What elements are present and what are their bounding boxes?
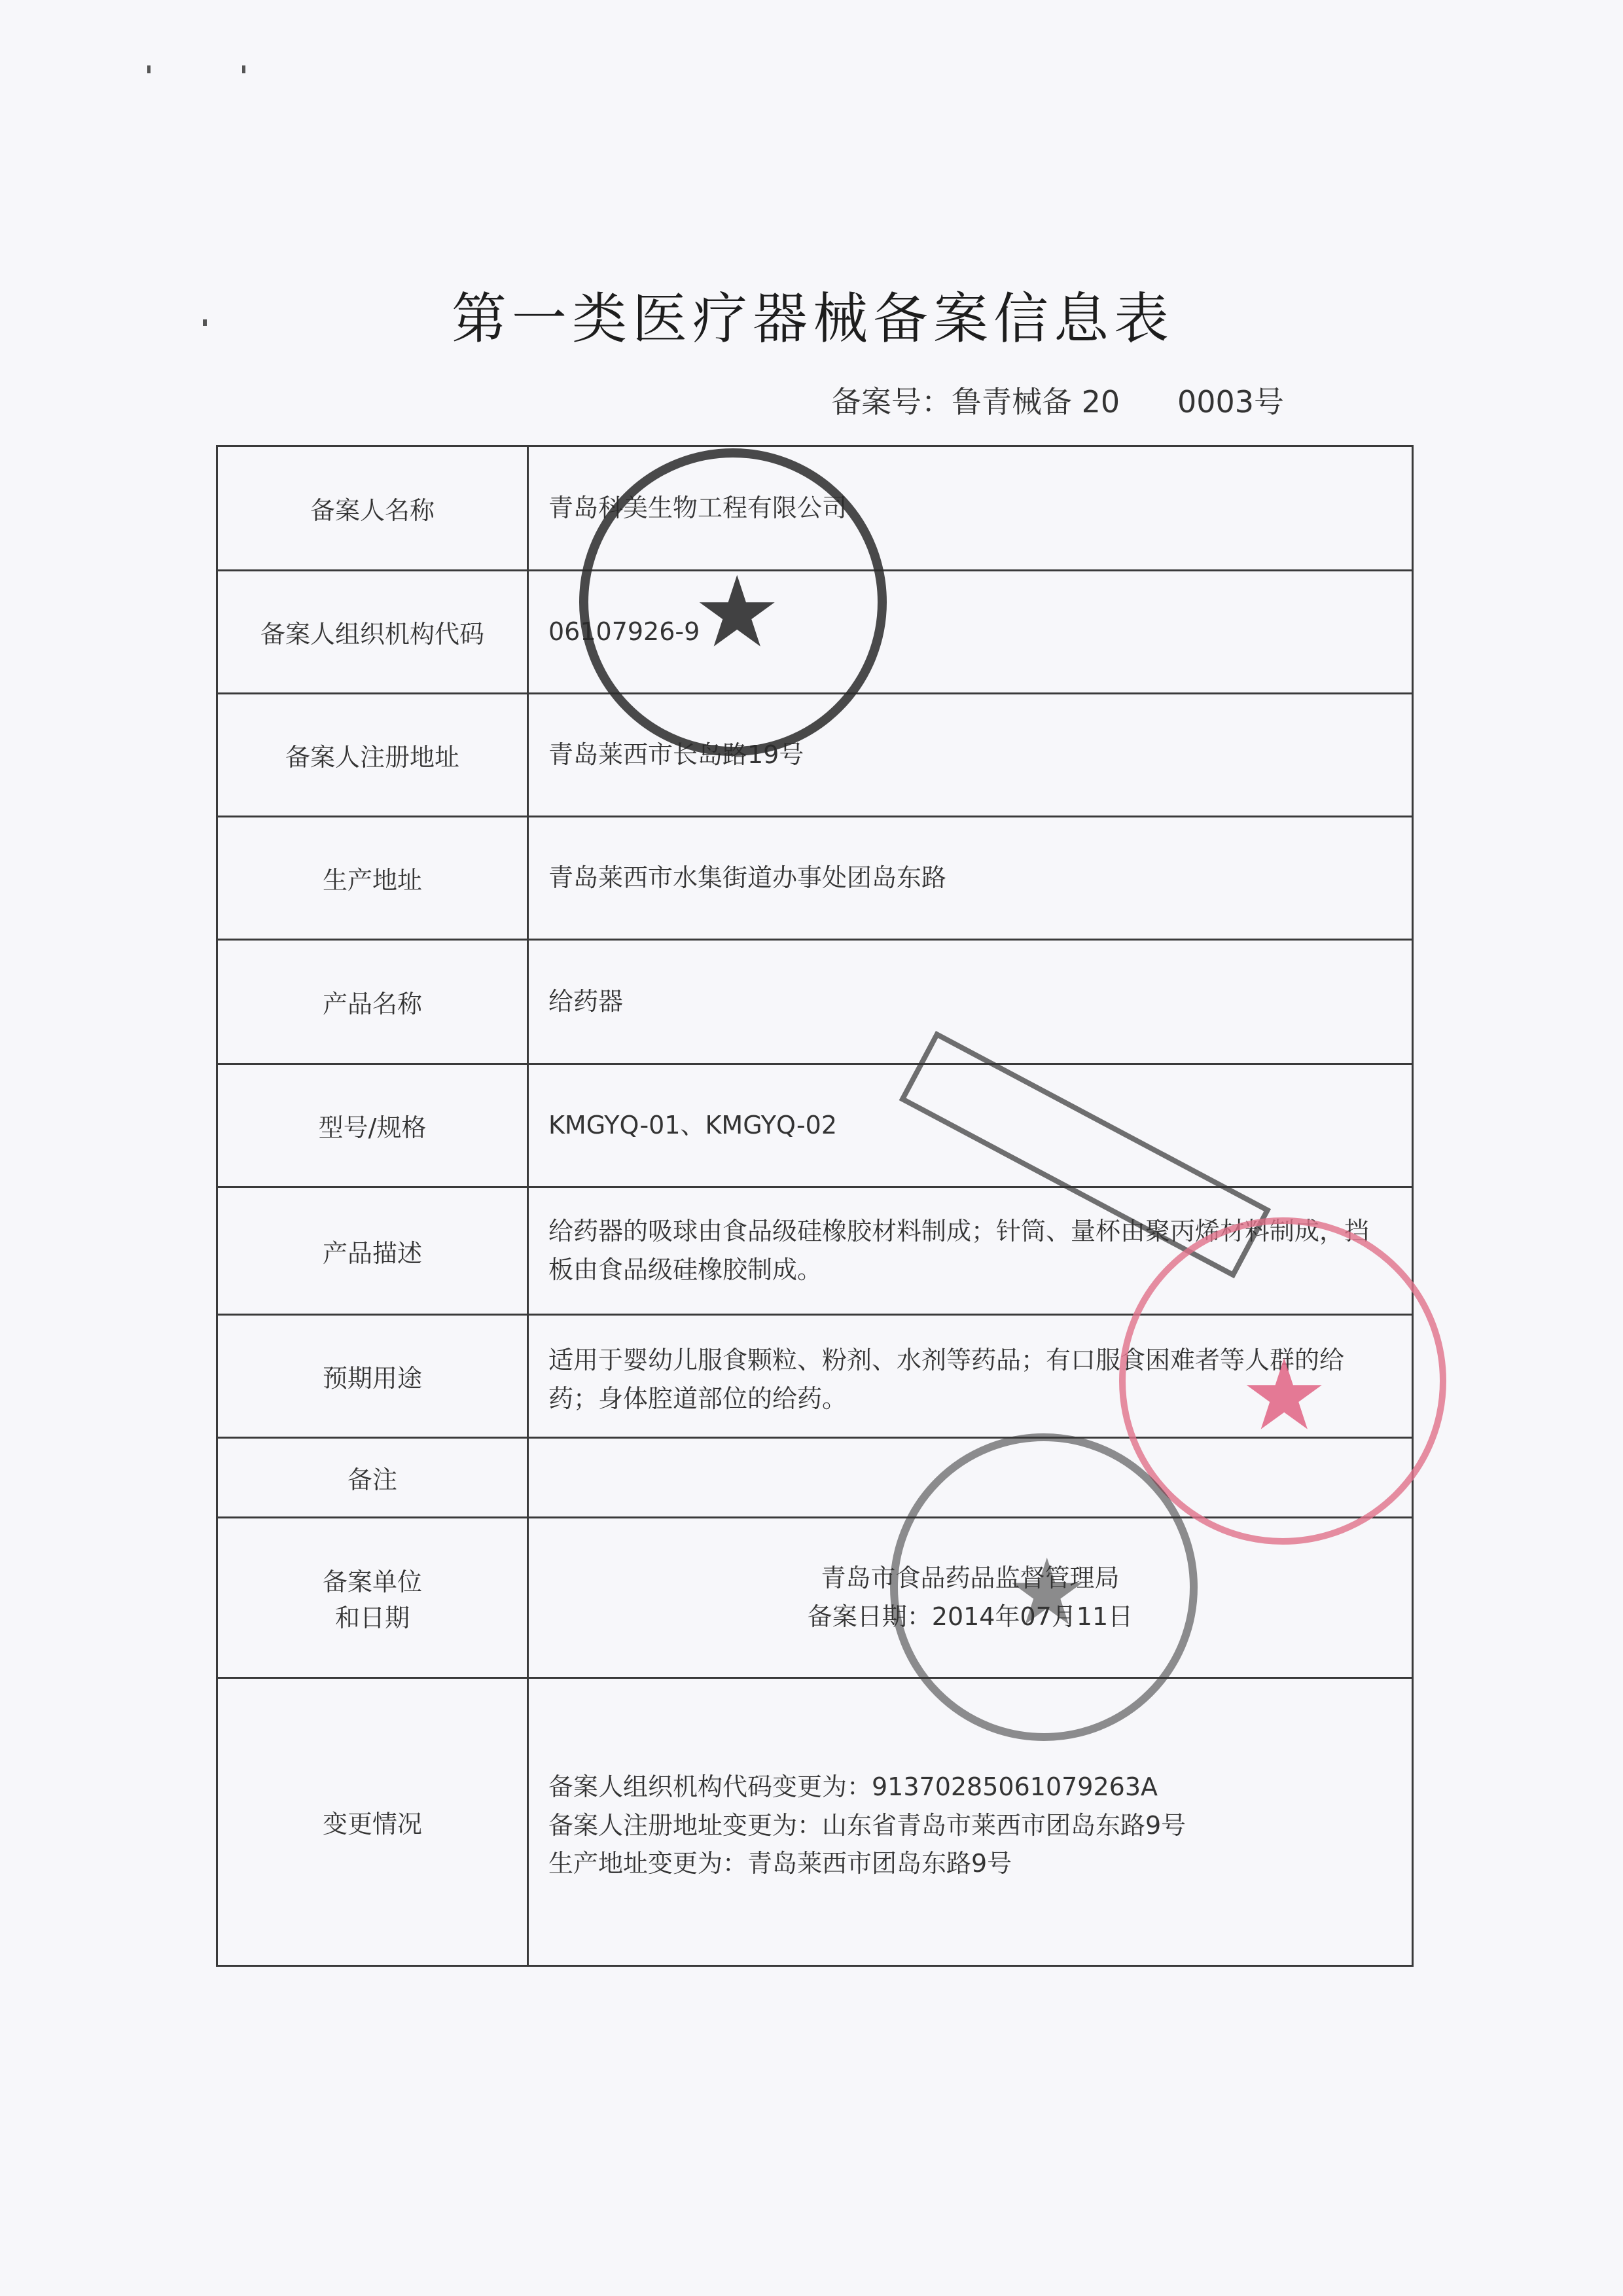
scan-speck: [147, 65, 151, 73]
scan-speck: [203, 319, 207, 326]
field-value-filer-name: 青岛科美生物工程有限公司: [528, 446, 1413, 571]
field-label: 预期用途: [217, 1315, 528, 1438]
field-value-model: KMGYQ-01、KMGYQ-02: [528, 1064, 1413, 1187]
change-line: 备案人注册地址变更为：山东省青岛市莱西市团岛东路9号: [548, 1810, 1186, 1840]
seal-star-icon: ★: [1240, 1338, 1329, 1452]
table-row: [217, 1064, 1413, 1187]
table-row: [217, 1518, 1413, 1678]
filing-agency: 青岛市食品药品监督管理局: [821, 1564, 1120, 1593]
change-line: 生产地址变更为：青岛莱西市团岛东路9号: [548, 1849, 1012, 1878]
field-label: 型号/规格: [217, 1064, 528, 1187]
filing-number: [831, 378, 1284, 422]
field-label: 备案人组织机构代码: [217, 571, 528, 694]
filing-unit-label: [217, 1518, 528, 1678]
filing-unit-label-line1: 备案单位: [322, 1568, 422, 1596]
field-label: 生产地址: [217, 817, 528, 940]
filing-number-label: 备案号：鲁青械备: [831, 384, 1072, 420]
change-line: 备案人组织机构代码变更为：91370285061079263A: [548, 1772, 1158, 1801]
field-value-product-description: 给药器的吸球由食品级硅橡胶材料制成；针筒、量杯由聚丙烯材料制成，挡板由食品级硅橡胶制成。: [528, 1187, 1413, 1315]
field-label: 备注: [217, 1438, 528, 1518]
field-label: 备案人名称: [217, 446, 528, 571]
field-label: 变更情况: [217, 1678, 528, 1966]
table-row: [217, 1678, 1413, 1966]
filing-number-year: 20: [1081, 384, 1120, 420]
field-value-org-code: 06107926-9: [528, 571, 1413, 694]
seal-star-icon: ★: [1006, 1539, 1088, 1646]
authority-seal: [890, 1433, 1198, 1741]
company-seal: [579, 448, 887, 756]
filing-unit-label-line2: 和日期: [334, 1604, 410, 1632]
filing-number-gap: 00: [1129, 384, 1168, 420]
filing-number-tail: 0003号: [1177, 384, 1285, 420]
field-label: 产品描述: [217, 1187, 528, 1315]
field-value-intended-use: 适用于婴幼儿服食颗粒、粉剂、水剂等药品；有口服食困难者等人群的给药；身体腔道部位的给药。: [528, 1315, 1413, 1438]
red-company-seal: [1119, 1217, 1446, 1545]
field-value-registered-address: 青岛莱西市长岛路19号: [528, 694, 1413, 817]
scan-speck: [242, 65, 245, 73]
field-value-production-address: 青岛莱西市水集街道办事处团岛东路: [528, 817, 1413, 940]
field-label: 产品名称: [217, 940, 528, 1064]
seal-star-icon: ★: [693, 556, 781, 670]
table-row: [217, 817, 1413, 940]
table-row: [217, 940, 1413, 1064]
field-label: 备案人注册地址: [217, 694, 528, 817]
field-value-product-name: 给药器: [528, 940, 1413, 1064]
document-title: 第一类医疗器械备案信息表: [452, 287, 1175, 351]
filing-date: 备案日期：2014年07月11日: [807, 1602, 1133, 1631]
